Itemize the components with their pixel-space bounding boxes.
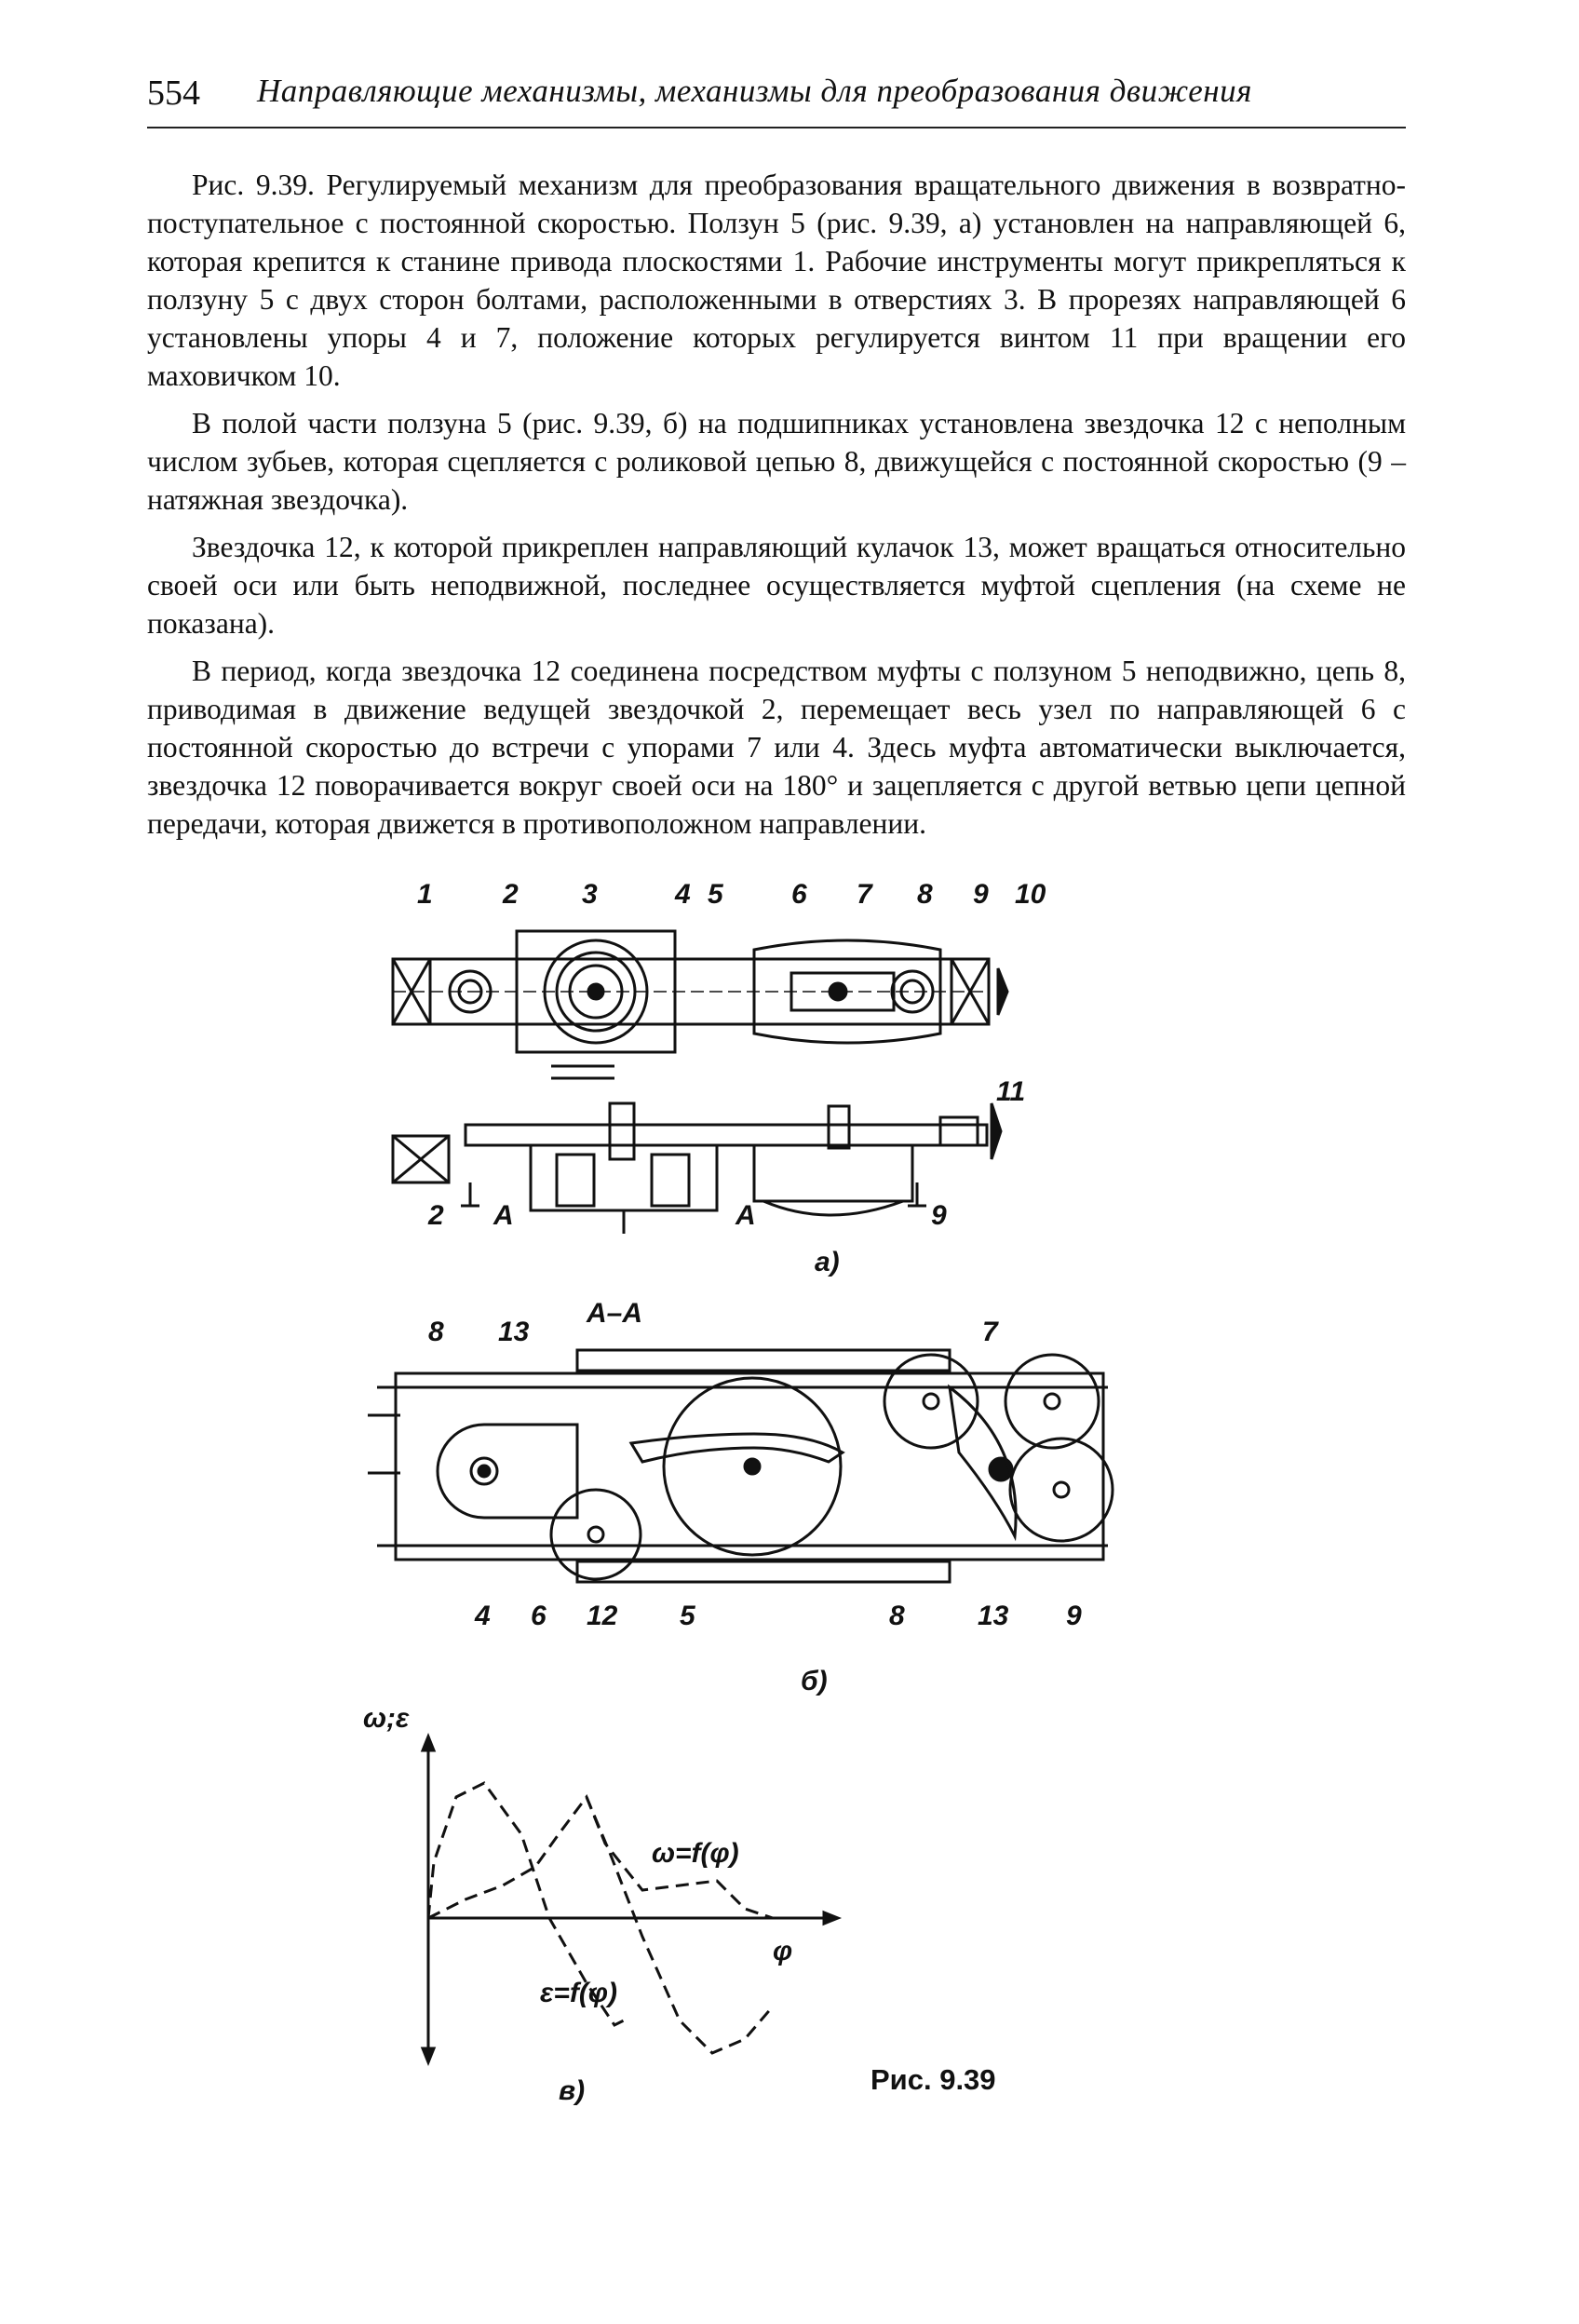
paragraph: Звездочка 12, к которой прикреплен направляющий кулачок 13, может вращаться относительно своей оси или быть неподвижной, последнее осуществляется муфтой сцепления (на схеме не показана). <box>147 531 1406 640</box>
label: 13 <box>978 1601 1009 1631</box>
label: 7 <box>982 1317 998 1347</box>
label: 1 <box>417 879 433 910</box>
label: 8 <box>917 879 933 910</box>
view-a-elevation <box>393 1103 1001 1234</box>
label: 8 <box>889 1601 905 1631</box>
label: 3 <box>582 879 598 910</box>
label: A <box>736 1200 756 1231</box>
running-title: Направляющие механизмы, механизмы для преобразования движения <box>257 73 1252 109</box>
label: 11 <box>996 1076 1026 1107</box>
curve-label: ω=f(φ) <box>652 1838 739 1869</box>
label: 4 <box>475 1601 491 1631</box>
label: 7 <box>857 879 872 910</box>
label: 9 <box>973 879 989 910</box>
label: 8 <box>428 1317 444 1347</box>
label: 13 <box>498 1317 530 1347</box>
page-number: 554 <box>147 74 200 113</box>
body-text <box>147 166 1406 852</box>
paragraph: В полой части ползуна 5 (рис. 9.39, б) на подшипниках установлена звездочка 12 с неполным числом зубьев, которая сцепляется с роликовой цепью 8, движущейся с постоянной скоростью (9 – натяжная звездочка). <box>147 407 1406 516</box>
label: 5 <box>708 879 723 910</box>
sub-label: б) <box>801 1666 828 1696</box>
label: 12 <box>587 1601 618 1631</box>
label: 5 <box>680 1601 695 1631</box>
label: 4 <box>675 879 691 910</box>
view-c-graph <box>423 1736 838 2062</box>
figure-caption: Рис. 9.39 <box>870 2063 996 2096</box>
label: 2 <box>503 879 519 910</box>
sub-label: а) <box>815 1247 840 1277</box>
curve-label: ε=f(φ) <box>540 1978 617 2008</box>
label: 10 <box>1015 879 1046 910</box>
view-a-plan <box>393 931 1007 1078</box>
paragraph: Рис. 9.39. Регулируемый механизм для преобразования вращательного движения в возвратно-поступательное с постоянной скоростью. Ползун 5 (рис. 9.39, а) установлен на направляющей 6, которая крепится к станине привода плоскостями 1. Рабочие инструменты могут прикрепляться к ползуну 5 с двух сторон болтами, расположенными в отверстиях 3. В прорезях направляющей 6 установлены упоры 4 и 7, положение которых регулируется винтом 11 при вращении его маховичком 10. <box>147 169 1406 392</box>
axis-label: ω;ε <box>363 1703 410 1734</box>
figure-9-39 <box>307 866 1257 2123</box>
sub-label: в) <box>559 2075 586 2106</box>
label: 6 <box>531 1601 547 1631</box>
paragraph: В период, когда звездочка 12 соединена посредством муфты с ползуном 5 неподвижно, цепь 8, приводимая в движение ведущей звездочкой 2, перемещает весь узел по направляющей 6 с постоянной скоростью до встречи с упорами 7 или 4. Здесь муфта автоматически выключается, звездочка 12 поворачивается вокруг своей оси на 180° и зацепляется с другой ветвью цепи цепной передачи, которая движется в противоположном направлении. <box>147 655 1406 840</box>
view-b-section <box>368 1350 1113 1582</box>
label: 9 <box>931 1200 947 1231</box>
page-header <box>147 71 1406 128</box>
label: 6 <box>791 879 807 910</box>
mechanism-drawing <box>307 866 1257 2123</box>
axis-label: φ <box>773 1936 793 1966</box>
label: 2 <box>428 1200 444 1231</box>
section-label: А–А <box>587 1298 643 1329</box>
label: 9 <box>1066 1601 1082 1631</box>
label: A <box>493 1200 514 1231</box>
